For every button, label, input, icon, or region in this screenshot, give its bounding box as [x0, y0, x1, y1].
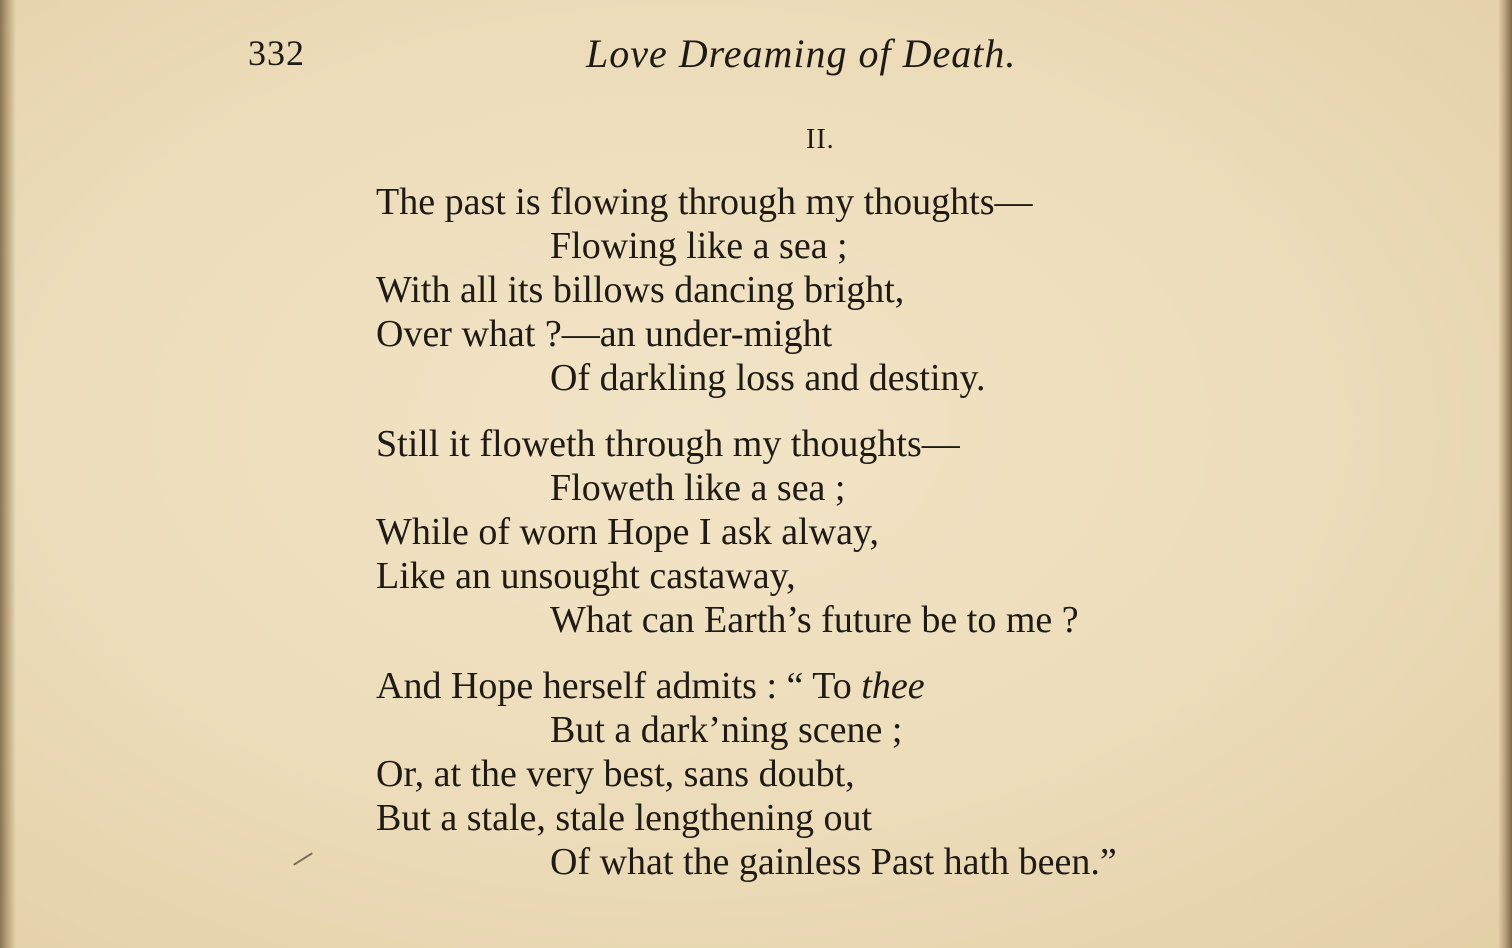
poem-line-indented: But a dark’ning scene ; [550, 709, 903, 751]
pencil-mark [293, 852, 313, 865]
poem-line: Still it floweth through my thoughts— [376, 423, 960, 465]
poem-body [376, 180, 1336, 906]
running-title: Love Dreaming of Death. [586, 31, 1017, 76]
poem-line: With all its billows dancing bright, [376, 269, 905, 311]
poem-line-indented: Of darkling loss and destiny. [550, 357, 986, 399]
poem-line: Over what ?—an under-might [376, 313, 833, 355]
poem-line-with-italic [376, 664, 1336, 708]
page-header [0, 26, 1512, 86]
section-numeral: II. [806, 124, 835, 155]
poem-line-indented: Of what the gainless Past hath been.” [550, 841, 1117, 883]
italic-word: thee [861, 665, 925, 707]
stanza-3 [376, 664, 1336, 884]
page-edge-shadow [1498, 0, 1512, 948]
line-text: And Hope herself admits : “ To [376, 665, 862, 707]
stanza-1 [376, 180, 1336, 400]
poem-line-indented: Flowing like a sea ; [550, 225, 848, 267]
poem-line: While of worn Hope I ask alway, [376, 511, 879, 553]
poem-line-indented: Floweth like a sea ; [550, 467, 846, 509]
poem-line: Or, at the very best, sans doubt, [376, 753, 855, 795]
book-gutter-shadow [0, 0, 16, 948]
poem-line: But a stale, stale lengthening out [376, 797, 873, 839]
poem-line-indented: What can Earth’s future be to me ? [550, 599, 1079, 641]
poem-line: The past is flowing through my thoughts— [376, 181, 1033, 223]
page-number: 332 [248, 33, 305, 73]
stanza-2 [376, 422, 1336, 642]
poem-line: Like an unsought castaway, [376, 555, 796, 597]
